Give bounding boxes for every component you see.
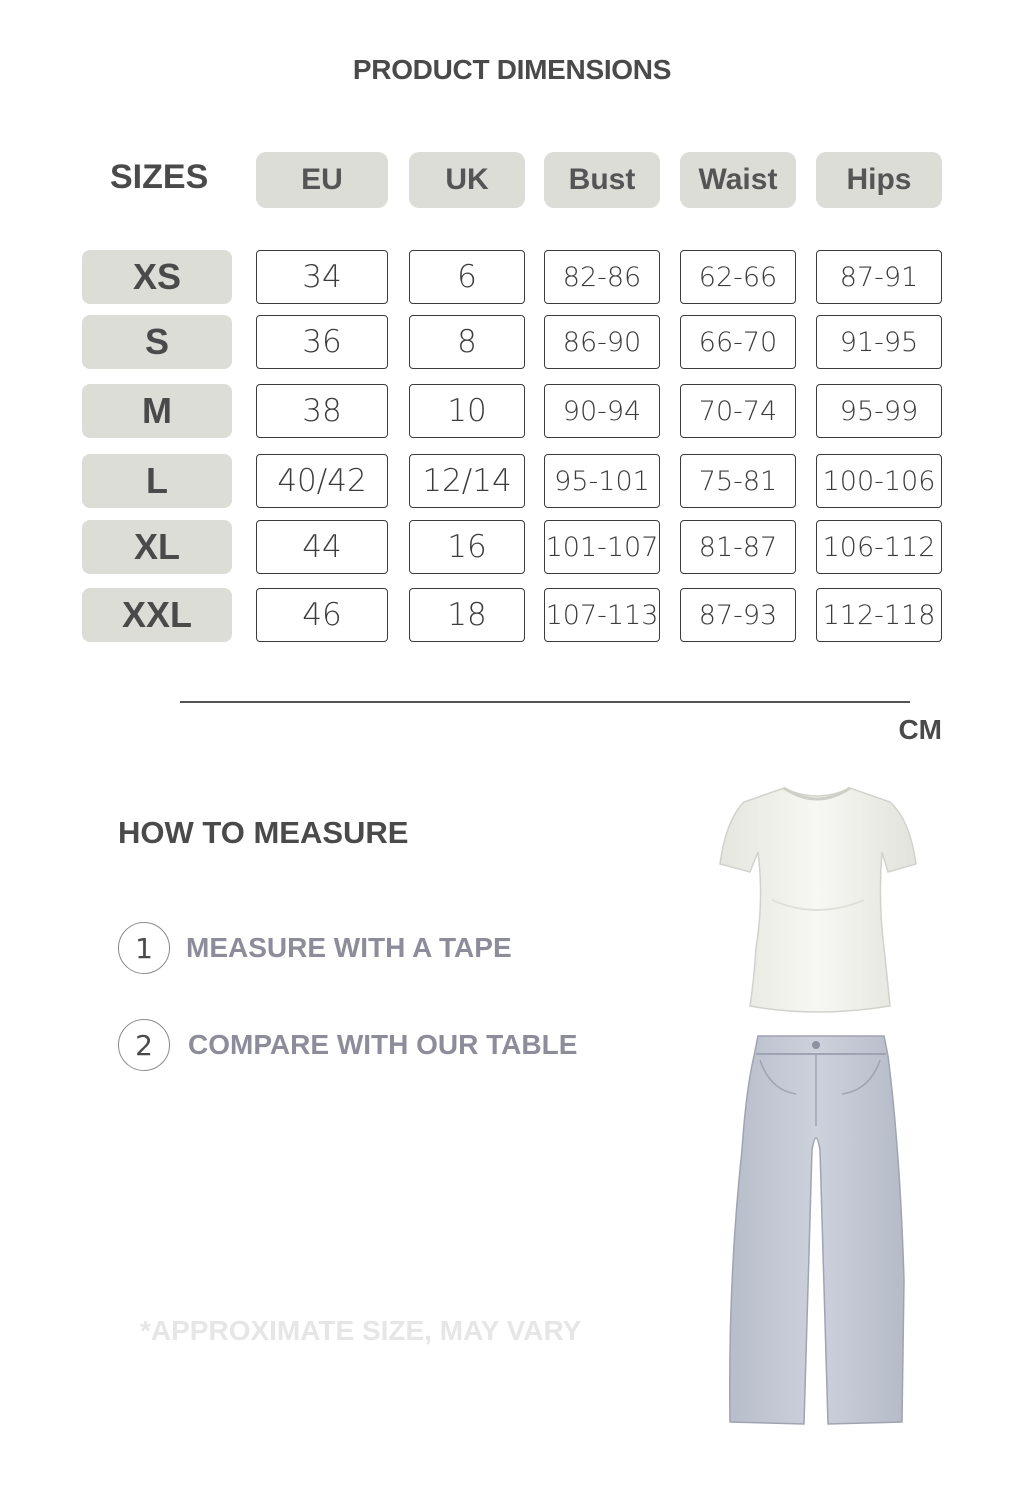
table-cell: 91-95 — [816, 315, 942, 369]
table-cell: 101-107 — [544, 520, 660, 574]
unit-label: CM — [898, 714, 942, 745]
size-label-xxl: XXL — [82, 588, 232, 642]
page-title: PRODUCT DIMENSIONS — [352, 54, 672, 85]
column-header-uk: UK — [409, 152, 525, 208]
table-cell: 38 — [256, 384, 388, 438]
column-header-eu: EU — [256, 152, 388, 208]
size-label-m: M — [82, 384, 232, 438]
table-cell: 44 — [256, 520, 388, 574]
step-item — [118, 1019, 577, 1071]
column-header-hips: Hips — [816, 152, 942, 208]
size-label-s: S — [82, 315, 232, 369]
table-cell: 106-112 — [816, 520, 942, 574]
column-header-waist: Waist — [680, 152, 796, 208]
column-header-bust: Bust — [544, 152, 660, 208]
step-text: MEASURE WITH A TAPE — [186, 932, 512, 963]
table-cell: 18 — [409, 588, 525, 642]
step-text: COMPARE WITH OUR TABLE — [188, 1029, 578, 1060]
table-cell: 81-87 — [680, 520, 796, 574]
table-cell: 87-93 — [680, 588, 796, 642]
approximate-size-note: *APPROXIMATE SIZE, MAY VARY — [140, 1315, 582, 1346]
table-cell: 100-106 — [816, 454, 942, 508]
table-cell: 46 — [256, 588, 388, 642]
table-cell: 62-66 — [680, 250, 796, 304]
table-cell: 107-113 — [544, 588, 660, 642]
table-cell: 70-74 — [680, 384, 796, 438]
table-cell: 95-101 — [544, 454, 660, 508]
table-cell: 87-91 — [816, 250, 942, 304]
jeans-icon — [720, 1030, 910, 1430]
table-cell: 40/42 — [256, 454, 388, 508]
table-cell: 95-99 — [816, 384, 942, 438]
table-cell: 86-90 — [544, 315, 660, 369]
step-number: 2 — [118, 1019, 170, 1071]
table-cell: 90-94 — [544, 384, 660, 438]
divider — [180, 701, 910, 703]
table-cell: 8 — [409, 315, 525, 369]
table-cell: 36 — [256, 315, 388, 369]
table-cell: 112-118 — [816, 588, 942, 642]
table-cell: 34 — [256, 250, 388, 304]
table-cell: 75-81 — [680, 454, 796, 508]
table-cell: 10 — [409, 384, 525, 438]
size-label-l: L — [82, 454, 232, 508]
size-label-xs: XS — [82, 250, 232, 304]
table-cell: 6 — [409, 250, 525, 304]
size-label-xl: XL — [82, 520, 232, 574]
table-cell: 16 — [409, 520, 525, 574]
t-shirt-icon — [712, 780, 922, 1020]
step-number: 1 — [118, 922, 170, 974]
table-cell: 82-86 — [544, 250, 660, 304]
table-cell: 66-70 — [680, 315, 796, 369]
how-to-measure-heading: HOW TO MEASURE — [118, 815, 409, 850]
table-cell: 12/14 — [409, 454, 525, 508]
sizes-label: SIZES — [110, 158, 209, 196]
step-item — [118, 922, 512, 974]
